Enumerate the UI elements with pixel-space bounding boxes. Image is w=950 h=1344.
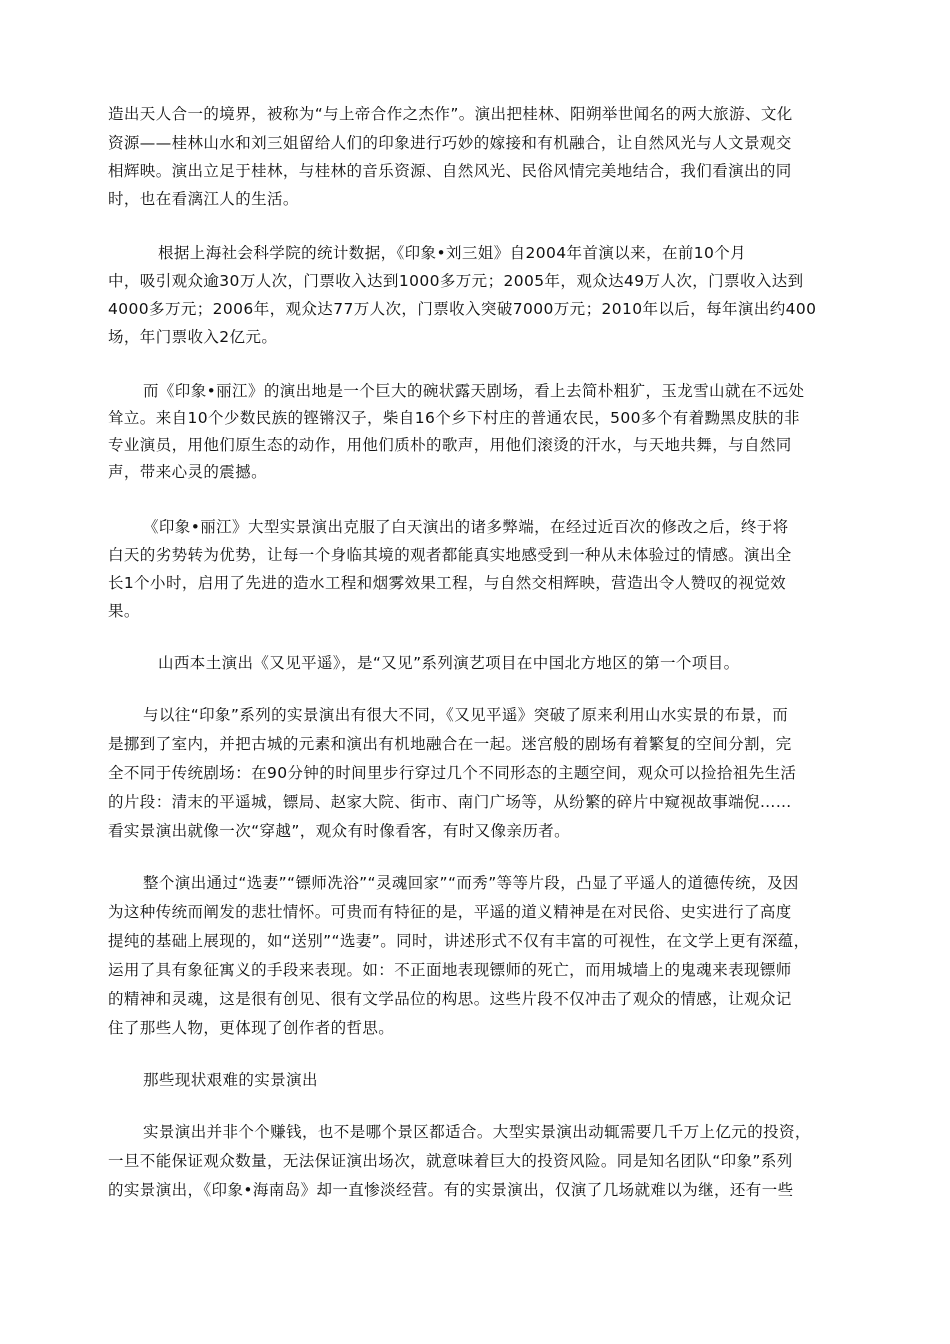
text-line: 中，吸引观众逾30万人次，门票收入达到1000多万元；2005年，观众达49万人次，门票收入达到 [108, 272, 804, 290]
text-line: 一旦不能保证观众数量，无法保证演出场次，就意味着巨大的投资风险。同是知名团队“印象”系列 [108, 1152, 793, 1170]
text-line: 整个演出通过“选妻”“镖师冼浴”“灵魂回家”“而秀”等等片段，凸显了平遥人的道德传统，及因 [143, 874, 799, 892]
text-line: 资源——桂林山水和刘三姐留给人们的印象进行巧妙的嫁接和有机融合，让自然风光与人文景观交 [108, 134, 792, 152]
text-line: 的片段：清末的平遥城，镖局、赵家大院、街市、南门广场等，从纷繁的碎片中窥视故事端倪…… [108, 793, 792, 811]
text-line: 相辉映。演出立足于桂林，与桂林的音乐资源、自然风光、民俗风情完美地结合，我们看演出的同 [108, 162, 792, 180]
text-line: 看实景演出就像一次“穿越”，观众有时像看客，有时又像亲历者。 [108, 822, 571, 840]
text-line: 4000多万元；2006年，观众达77万人次，门票收入突破7000万元；2010年以后，每年演出约400 [108, 300, 817, 318]
text-line: 为这种传统而阐发的悲壮情怀。可贵而有特征的是，平遥的道义精神是在对民俗、史实进行了高度 [108, 903, 792, 921]
text-line: 而《印象•丽江》的演出地是一个巨大的碗状露天剧场，看上去简朴粗犷，玉龙雪山就在不远处 [143, 382, 805, 400]
text-line: 果。 [108, 602, 140, 620]
text-line: 实景演出并非个个赚钱，也不是哪个景区都适合。大型实景演出动辄需要几千万上亿元的投资， [143, 1123, 811, 1141]
text-line: 提纯的基础上展现的，如“送别”“选妻”。同时，讲述形式不仅有丰富的可视性，在文学上更有深蕴， [108, 932, 810, 950]
text-line: 全不同于传统剧场：在90分钟的时间里步行穿过几个不同形态的主题空间，观众可以捡拾祖先生活 [108, 764, 797, 782]
text-line: 与以往“印象”系列的实景演出有很大不同，《又见平遥》突破了原来利用山水实景的布景，而 [143, 706, 789, 724]
text-line: 的实景演出，《印象•海南岛》却一直惨淡经营。有的实景演出，仅演了几场就难以为继，还有一些 [108, 1181, 794, 1199]
text-line: 住了那些人物，更体现了创作者的哲思。 [108, 1019, 395, 1037]
text-line: 长1个小时，启用了先进的造水工程和烟雾效果工程，与自然交相辉映，营造出令人赞叹的视觉效 [108, 574, 787, 592]
text-line: 声，带来心灵的震撼。 [108, 463, 268, 481]
text-line: 根据上海社会科学院的统计数据，《印象•刘三姐》自2004年首演以来，在前10个月 [158, 244, 747, 262]
text-line: 白天的劣势转为优势，让每一个身临其境的观者都能真实地感受到一种从未体验过的情感。演出全 [108, 546, 792, 564]
text-line: 《印象•丽江》大型实景演出克服了白天演出的诸多弊端，在经过近百次的修改之后，终于将 [143, 518, 789, 536]
text-line: 耸立。来自10个少数民族的铿锵汉子，柴自16个乡下村庄的普通农民，500多个有着黝黑皮肤的非 [108, 409, 800, 427]
text-line: 的精神和灵魂，这是很有创见、很有文学品位的构思。这些片段不仅冲击了观众的情感，让观众记 [108, 990, 792, 1008]
text-line: 时，也在看漓江人的生活。 [108, 190, 299, 208]
text-line: 场，年门票收入2亿元。 [108, 328, 278, 346]
text-line: 运用了具有象征寓义的手段来表现。如：不正面地表现镖师的死亡，而用城墙上的鬼魂来表现镖师 [108, 961, 792, 979]
text-line: 造出天人合一的境界，被称为“与上帝合作之杰作”。演出把桂林、阳朔举世闻名的两大旅游、文化 [108, 105, 793, 123]
text-line: 专业演员，用他们原生态的动作，用他们质朴的歌声，用他们滚烫的汗水，与天地共舞，与自然同 [108, 436, 792, 454]
text-line: 山西本土演出《又见平遥》，是“又见”系列演艺项目在中国北方地区的第一个项目。 [158, 654, 740, 672]
section-heading: 那些现状艰难的实景演出 [143, 1071, 318, 1089]
text-line: 是挪到了室内，并把古城的元素和演出有机地融合在一起。迷宫般的剧场有着繁复的空间分割，完 [108, 735, 792, 753]
